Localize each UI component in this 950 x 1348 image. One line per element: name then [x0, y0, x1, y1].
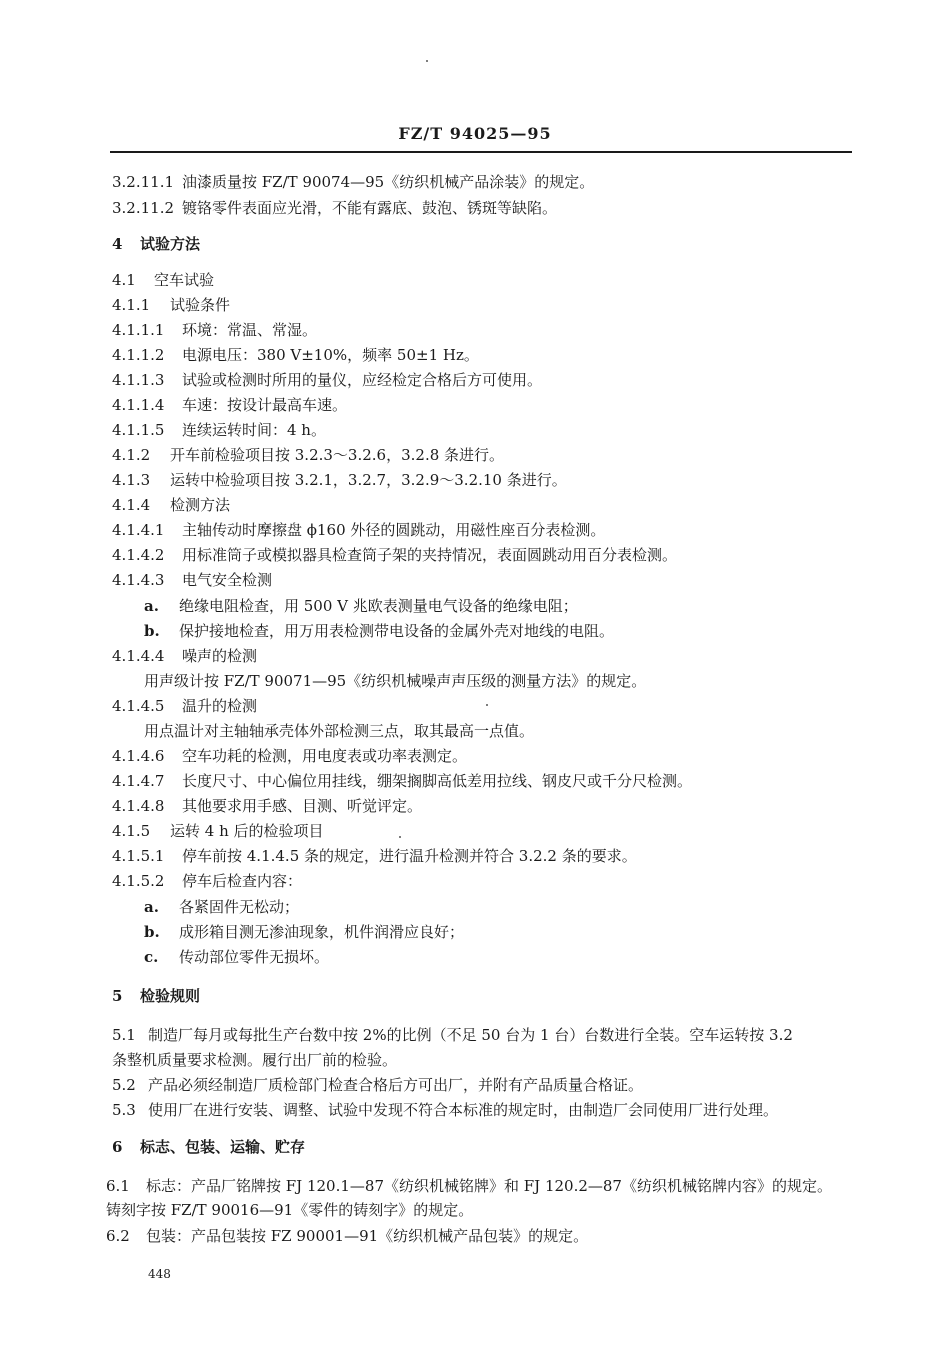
clause-4-1-4-4: 4.1.4.4 噪声的检测 — [112, 647, 258, 665]
clause-4-1: 4.1 空车试验 — [112, 271, 215, 289]
standard-code-header: FZ/T 94025—95 — [398, 124, 552, 143]
clause-4-1-4-6: 4.1.4.6 空车功耗的检测，用电度表或功率表测定。 — [112, 747, 468, 765]
clause-4-1-4-2: 4.1.4.2 用标准筒子或模拟器具检查筒子架的夹持情况，表面圆跳动用百分表检测。 — [112, 546, 678, 564]
clause-4-1-1-3: 4.1.1.3 试验或检测时所用的量仪，应经检定合格后方可使用。 — [112, 371, 543, 389]
section-heading-5: 5 检验规则 — [112, 987, 201, 1005]
list-item-a: a. 各紧固件无松动； — [144, 898, 300, 916]
clause-4-1-4-3: 4.1.4.3 电气安全检测 — [112, 571, 273, 589]
page-number: 448 — [148, 1267, 171, 1281]
clause-4-1-5: 4.1.5 运转 4 h 后的检验项目 — [112, 822, 324, 840]
clause-5-2: 5.2 产品必须经制造厂质检部门检查合格后方可出厂，并附有产品质量合格证。 — [112, 1076, 644, 1094]
clause-4-1-5-2: 4.1.5.2 停车后检查内容： — [112, 872, 303, 890]
clause-4-1-1-5: 4.1.1.5 连续运转时间：4 h。 — [112, 421, 326, 439]
list-item-b: b. 成形箱目测无渗油现象，机件润滑应良好； — [144, 923, 465, 941]
list-item-a: a. 绝缘电阻检查，用 500 V 兆欧表测量电气设备的绝缘电阻； — [144, 597, 578, 615]
paragraph-noise-method: 用声级计按 FZ/T 90071—95《纺织机械噪声声压级的测量方法》的规定。 — [144, 672, 647, 690]
scan-speck — [426, 60, 428, 62]
clause-4-1-1: 4.1.1 试验条件 — [112, 296, 231, 314]
clause-6-2: 6.2 包装：产品包装按 FZ 90001—91《纺织机械产品包装》的规定。 — [106, 1227, 589, 1245]
clause-4-1-4-5: 4.1.4.5 温升的检测 — [112, 697, 258, 715]
clause-4-1-1-1: 4.1.1.1 环境：常温、常湿。 — [112, 321, 318, 339]
section-heading-4: 4 试验方法 — [112, 235, 201, 253]
list-item-b: b. 保护接地检查，用万用表检测带电设备的金属外壳对地线的电阻。 — [144, 622, 615, 640]
clause-4-1-2: 4.1.2 开车前检验项目按 3.2.3～3.2.6，3.2.8 条进行。 — [112, 446, 505, 464]
clause-4-1-1-2: 4.1.1.2 电源电压：380 V±10%，频率 50±1 Hz。 — [112, 346, 479, 364]
section-heading-6: 6 标志、包装、运输、贮存 — [112, 1138, 306, 1156]
clause-3-2-11-1: 3.2.11.1 油漆质量按 FZ/T 90074—95《纺织机械产品涂装》的规定。 — [112, 173, 595, 191]
clause-4-1-4: 4.1.4 检测方法 — [112, 496, 231, 514]
clause-4-1-1-4: 4.1.1.4 车速：按设计最高车速。 — [112, 396, 348, 414]
scan-speck — [486, 704, 488, 706]
paragraph-temperature-method: 用点温计对主轴轴承壳体外部检测三点，取其最高一点值。 — [144, 722, 535, 740]
clause-3-2-11-2: 3.2.11.2 镀铬零件表面应光滑，不能有露底、鼓泡、锈斑等缺陷。 — [112, 199, 558, 217]
clause-6-1-continued: 铸刻字按 FZ/T 90016—91《零件的铸刻字》的规定。 — [106, 1201, 474, 1219]
scan-speck — [399, 836, 401, 838]
clause-5-1-continued: 条整机质量要求检测。履行出厂前的检验。 — [112, 1051, 398, 1069]
list-item-c: c. 传动部位零件无损坏。 — [144, 948, 330, 966]
clause-4-1-5-1: 4.1.5.1 停车前按 4.1.4.5 条的规定，进行温升检测并符合 3.2.2 条的要求。 — [112, 847, 637, 865]
clause-4-1-4-8: 4.1.4.8 其他要求用手感、目测、听觉评定。 — [112, 797, 423, 815]
clause-4-1-4-7: 4.1.4.7 长度尺寸、中心偏位用挂线，绷架搁脚高低差用拉线、钢皮尺或千分尺检测。 — [112, 772, 693, 790]
clause-5-3: 5.3 使用厂在进行安装、调整、试验中发现不符合本标准的规定时，由制造厂会同使用厂进行处理。 — [112, 1101, 779, 1119]
clause-5-1: 5.1 制造厂每月或每批生产台数中按 2%的比例（不足 50 台为 1 台）台数进行全装。空车运转按 3.2 — [112, 1026, 793, 1044]
clause-6-1: 6.1 标志：产品厂铭牌按 FJ 120.1—87《纺织机械铭牌》和 FJ 120.2—87《纺织机械铭牌内容》的规定。 — [106, 1177, 832, 1195]
clause-4-1-4-1: 4.1.4.1 主轴传动时摩擦盘 ϕ160 外径的圆跳动，用磁性座百分表检测。 — [112, 521, 606, 539]
clause-4-1-3: 4.1.3 运转中检验项目按 3.2.1，3.2.7，3.2.9～3.2.10 条进行。 — [112, 471, 567, 489]
header-rule — [110, 151, 852, 153]
